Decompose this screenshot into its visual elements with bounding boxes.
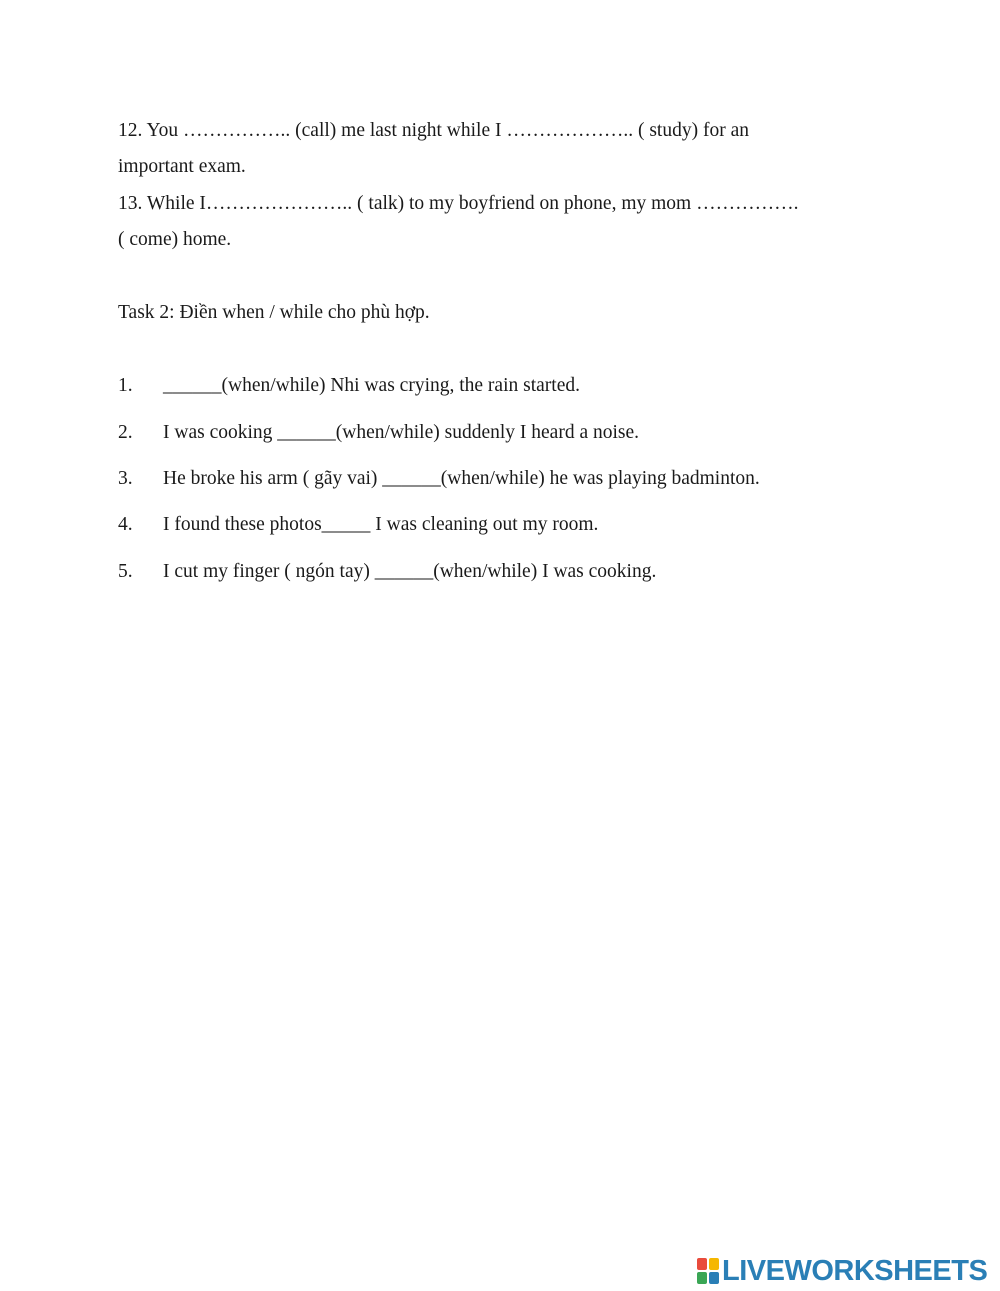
liveworksheets-icon [697,1258,719,1284]
item-number: 5. [118,561,133,582]
item-text: ______(when/while) Nhi was crying, the rain started. [163,375,580,396]
question-12-line-1: 12. You …………….. (call) me last night while I ……………….. ( study) for an [118,120,749,141]
item-number: 2. [118,422,133,443]
item-number: 3. [118,468,133,489]
question-13-line-2: ( come) home. [118,229,232,250]
logo-block-green [697,1272,707,1284]
logo-block-yellow [709,1258,719,1270]
task-2-heading: Task 2: Điền when / while cho phù hợp. [118,302,430,323]
item-text: I found these photos_____ I was cleaning out my room. [163,514,599,535]
item-number: 1. [118,375,133,396]
logo-block-blue [709,1272,719,1284]
item-text: I cut my finger ( ngón tay) ______(when/while) I was cooking. [163,561,657,582]
question-13-line-1: 13. While I………………….. ( talk) to my boyfriend on phone, my mom ……………. [118,193,799,214]
question-12-line-2: important exam. [118,156,246,177]
logo-block-red [697,1258,707,1270]
item-text: He broke his arm ( gãy vai) ______(when/while) he was playing badminton. [163,468,760,489]
item-number: 4. [118,514,133,535]
brand-name: LIVEWORKSHEETS [722,1255,988,1287]
item-text: I was cooking ______(when/while) suddenly I heard a noise. [163,422,640,443]
liveworksheets-logo [697,1256,987,1286]
